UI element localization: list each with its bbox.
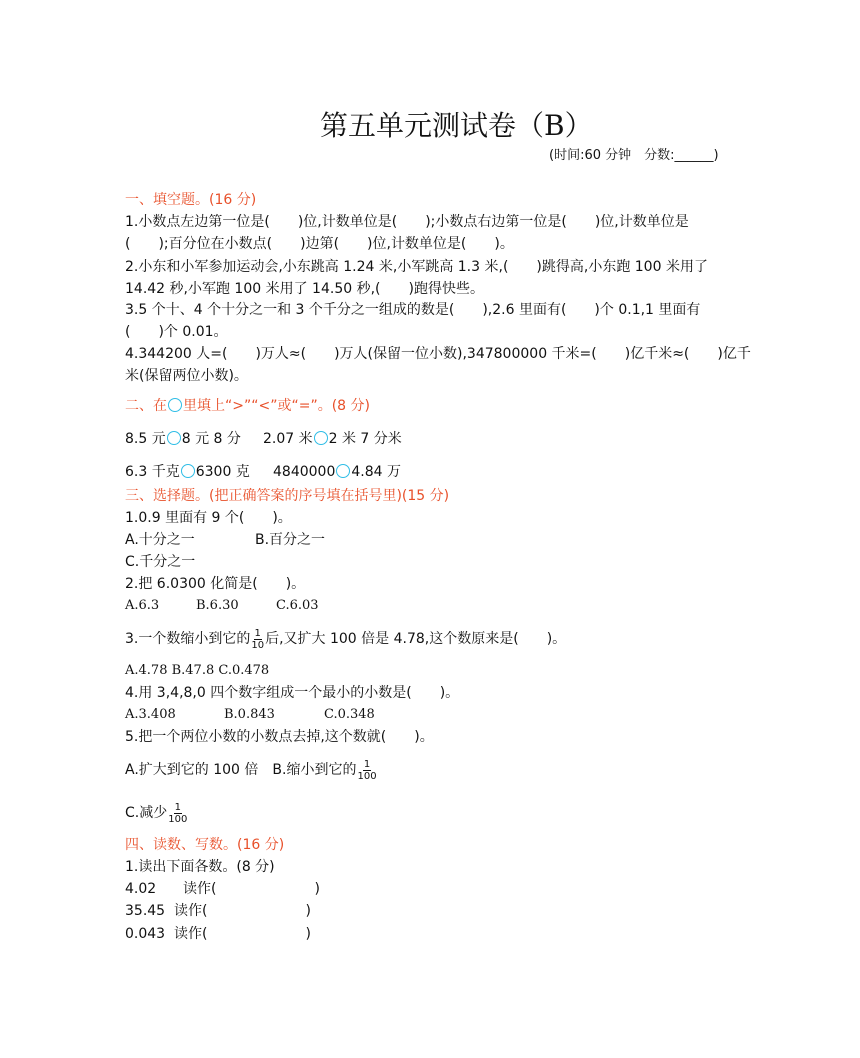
compare-row-1b xyxy=(263,430,402,448)
circle-icon xyxy=(168,398,182,412)
page-title: 第五单元测试卷（B） xyxy=(320,109,593,142)
s1-line-6: ( )个 0.01。 xyxy=(125,324,228,340)
section-3-heading: 三、选择题。(把正确答案的序号填在括号里)(15 分) xyxy=(125,488,450,504)
q2-option-a[interactable]: A.6.3 xyxy=(125,598,160,613)
section-1-heading: 一、填空题。(16 分) xyxy=(125,192,257,208)
q3 xyxy=(125,626,566,652)
compare-circle-3[interactable] xyxy=(181,464,195,478)
compare-right: 4.84 万 xyxy=(351,464,401,480)
s1-line-1: 1.小数点左边第一位是( )位,计数单位是( );小数点右边第一位是( )位,计数单位是 xyxy=(125,214,689,230)
compare-row-2b xyxy=(273,463,401,481)
q4-option-b[interactable]: B.0.843 xyxy=(224,707,275,722)
q2-option-b[interactable]: B.6.30 xyxy=(196,598,239,613)
read-answer-2[interactable]: 读作( ) xyxy=(174,903,311,919)
s1-line-2: ( );百分位在小数点( )边第( )位,计数单位是( )。 xyxy=(125,236,514,252)
q5-option-b[interactable] xyxy=(272,758,377,782)
q3-options[interactable]: A.4.78 B.47.8 C.0.478 xyxy=(125,663,270,678)
compare-left: 2.07 米 xyxy=(263,431,313,447)
s2-heading-pre: 二、在 xyxy=(125,398,167,414)
fraction xyxy=(168,802,187,825)
compare-circle-2[interactable] xyxy=(314,431,328,445)
compare-right: 8 元 8 分 xyxy=(181,431,241,447)
s1-line-7: 4.344200 人=( )万人≈( )万人(保留一位小数),347800000 千米=( )亿千米≈( )亿千 xyxy=(125,346,751,362)
compare-left: 4840000 xyxy=(273,464,336,480)
q5-option-b-text: B.缩小到它的 xyxy=(272,762,357,778)
fraction-denominator: 100 xyxy=(357,770,377,782)
compare-circle-1[interactable] xyxy=(167,431,181,445)
q5: 5.把一个两位小数的小数点去掉,这个数就( )。 xyxy=(125,729,434,745)
q2: 2.把 6.0300 化简是( )。 xyxy=(125,576,306,592)
s1-line-3: 2.小东和小军参加运动会,小东跳高 1.24 米,小军跳高 1.3 米,( )跳得高,小东跑 100 米用了 xyxy=(125,259,708,275)
fraction-numerator: 1 xyxy=(363,758,371,770)
s4-subheading: 1.读出下面各数。(8 分) xyxy=(125,859,275,875)
compare-right: 2 米 7 分米 xyxy=(328,431,402,447)
q3-text-post: 后,又扩大 100 倍是 4.78,这个数原来是( )。 xyxy=(265,631,567,647)
read-answer-1[interactable]: 读作( ) xyxy=(183,881,320,897)
q1: 1.0.9 里面有 9 个( )。 xyxy=(125,510,292,526)
fraction-denominator: 100 xyxy=(168,813,188,825)
read-number-1: 4.02 xyxy=(125,881,157,897)
fraction-numerator: 1 xyxy=(254,627,261,639)
q1-option-c[interactable]: C.千分之一 xyxy=(125,554,196,570)
q2-option-c[interactable]: C.6.03 xyxy=(276,598,319,613)
q1-option-b[interactable]: B.百分之一 xyxy=(255,532,326,548)
q1-option-a[interactable]: A.十分之一 xyxy=(125,532,195,548)
section-4-heading: 四、读数、写数。(16 分) xyxy=(125,837,285,853)
section-2-heading xyxy=(125,397,370,415)
read-answer-3[interactable]: 读作( ) xyxy=(174,926,311,942)
q4: 4.用 3,4,8,0 四个数字组成一个最小的小数是( )。 xyxy=(125,685,460,701)
q5-option-c[interactable] xyxy=(125,800,188,826)
fraction xyxy=(357,759,376,782)
q5-option-a[interactable]: A.扩大到它的 100 倍 xyxy=(125,762,259,778)
s1-line-5: 3.5 个十、4 个十分之一和 3 个千分之一组成的数是( ),2.6 里面有( )个 0.1,1 里面有 xyxy=(125,302,701,318)
q5-option-c-text: C.减少 xyxy=(125,805,168,821)
read-number-3: 0.043 xyxy=(125,926,166,942)
fraction-denominator: 10 xyxy=(251,639,265,651)
compare-left: 8.5 元 xyxy=(125,431,166,447)
exam-meta: (时间:60 分钟 分数:______) xyxy=(549,148,719,163)
fraction-numerator: 1 xyxy=(174,801,181,813)
read-number-2: 35.45 xyxy=(125,903,166,919)
s1-line-4: 14.42 秒,小军跑 100 米用了 14.50 秒,( )跑得快些。 xyxy=(125,281,484,297)
fraction xyxy=(251,628,264,651)
compare-row-1a xyxy=(125,430,241,448)
q4-option-c[interactable]: C.0.348 xyxy=(324,707,375,722)
compare-right: 6300 克 xyxy=(195,464,250,480)
compare-left: 6.3 千克 xyxy=(125,464,180,480)
compare-row-2a xyxy=(125,463,250,481)
q5-options-ab xyxy=(125,757,378,783)
q4-option-a[interactable]: A.3.408 xyxy=(125,707,176,722)
s1-line-8: 米(保留两位小数)。 xyxy=(125,368,248,384)
compare-circle-4[interactable] xyxy=(336,464,350,478)
s2-heading-post: 里填上“>”“<”或“=”。(8 分) xyxy=(183,398,370,414)
q3-text-pre: 3.一个数缩小到它的 xyxy=(125,631,251,647)
